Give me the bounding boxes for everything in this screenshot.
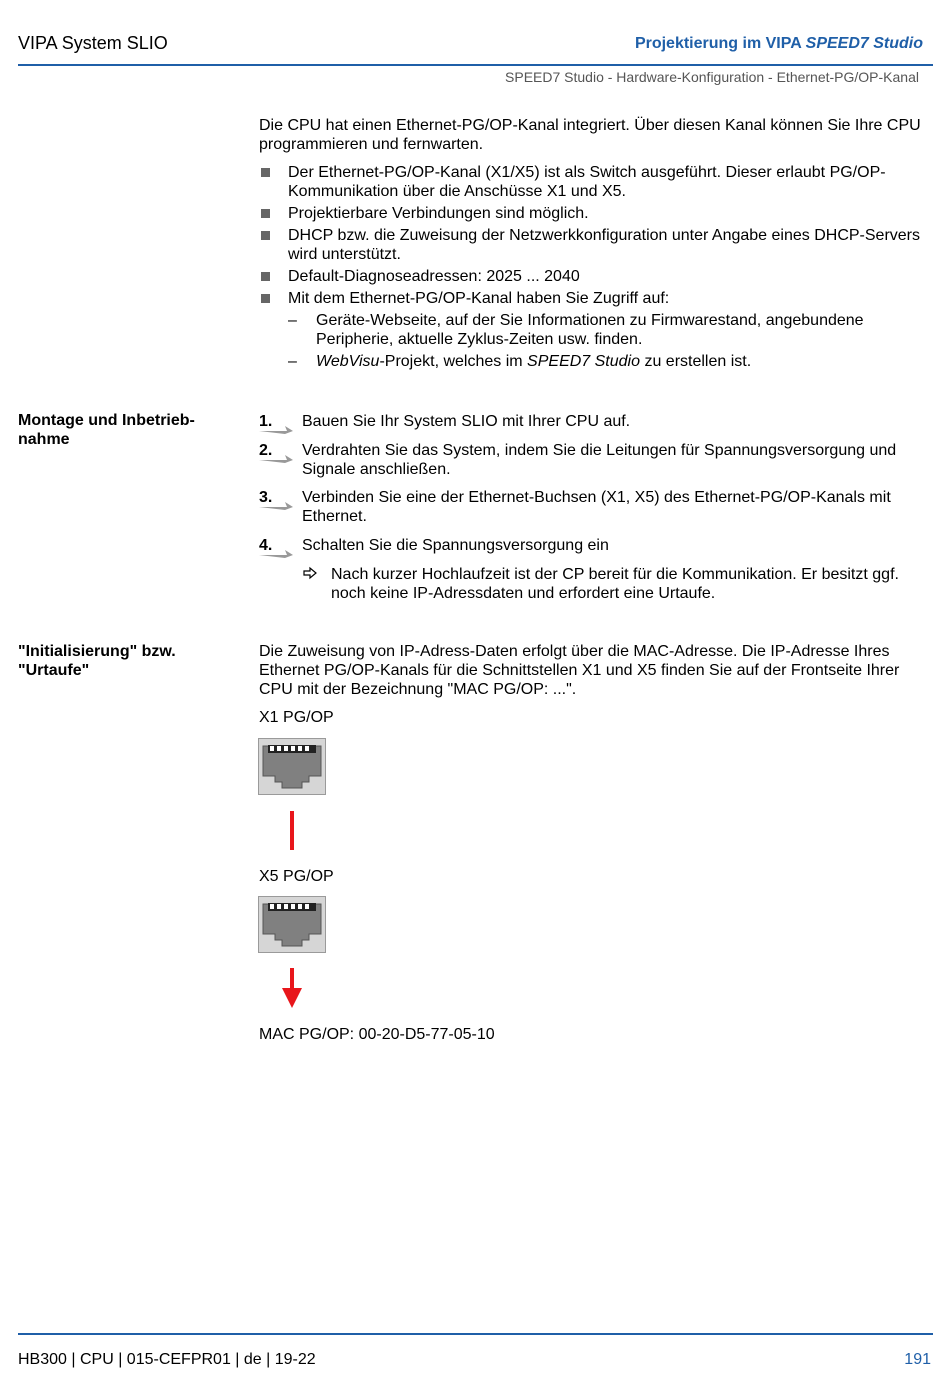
port-x1-label: X1 PG/OP xyxy=(259,709,334,726)
bullet-square-icon xyxy=(261,209,270,218)
step-number: 3. xyxy=(259,489,273,506)
sub-bullet-text: -Projekt, welches im xyxy=(379,353,528,370)
header-chapter-title xyxy=(635,35,923,53)
header-chapter-prefix: Projektierung im VIPA xyxy=(634,35,806,52)
step-item xyxy=(259,412,929,431)
section-label-montage xyxy=(18,411,238,449)
step-arrow-icon xyxy=(259,548,293,558)
footer-divider xyxy=(18,1333,933,1335)
step-result xyxy=(303,565,929,603)
step-text: Verdrahten Sie das System, indem Sie die Leitungen für Spannungsversorgung und Signale anschließen. xyxy=(302,442,897,478)
step-number: 1. xyxy=(259,413,273,430)
header-document-title: VIPA System SLIO xyxy=(18,33,168,53)
red-arrow-down-icon xyxy=(281,968,303,1010)
bullet-square-icon xyxy=(261,272,270,281)
step-text: Bauen Sie Ihr System SLIO mit Ihrer CPU auf. xyxy=(302,413,631,430)
webvisu-term: WebVisu xyxy=(316,353,380,370)
section-label-line: "Initialisierung" bzw. xyxy=(18,643,176,660)
bullet-square-icon xyxy=(261,168,270,177)
bullet-text: Default-Diagnoseadressen: 2025 ... 2040 xyxy=(288,268,580,285)
intro-paragraph: Die CPU hat einen Ethernet-PG/OP-Kanal integriert. Über diesen Kanal können Sie Ihre CPU programmieren und fernwarten. xyxy=(259,117,921,153)
speed7-term: SPEED7 Studio xyxy=(527,353,640,370)
footer-document-id: HB300 | CPU | 015-CEFPR01 | de | 19-22 xyxy=(18,1351,316,1368)
step-item xyxy=(259,441,929,479)
step-text: Schalten Sie die Spannungsversorgung ein xyxy=(302,537,609,554)
ethernet-port-x1-icon xyxy=(258,738,326,795)
sub-bullet-text: Geräte-Webseite, auf der Sie Informationen zu Firmwarestand, angebundene Peripherie, aktuelle Zyklus-Zeiten usw. finden. xyxy=(316,312,864,348)
dash-mark: – xyxy=(288,353,297,370)
bullet-text: Mit dem Ethernet-PG/OP-Kanal haben Sie Zugriff auf: xyxy=(288,290,670,307)
step-item xyxy=(259,536,929,555)
bullet-text: Projektierbare Verbindungen sind möglich. xyxy=(288,205,589,222)
port-x5-label: X5 PG/OP xyxy=(259,868,334,885)
ethernet-port-x5-icon xyxy=(258,896,326,953)
section-label-line: nahme xyxy=(18,431,70,448)
step-arrow-icon xyxy=(259,424,293,434)
bullet-item xyxy=(259,267,929,286)
header-chapter-italic: SPEED7 Studio xyxy=(805,35,923,52)
result-arrow-icon xyxy=(303,566,317,580)
mac-address-label: MAC PG/OP: 00-20-D5-77-05-10 xyxy=(259,1026,495,1043)
connection-line xyxy=(287,811,297,851)
section-label-line: Montage und Inbetrieb- xyxy=(18,412,195,429)
result-text: Nach kurzer Hochlaufzeit ist der CP bereit für die Kommunikation. Er besitzt ggf. noch keine IP-Adressdaten und erfordert eine Urtaufe. xyxy=(331,566,899,602)
step-number: 4. xyxy=(259,537,273,554)
bullet-item xyxy=(259,204,929,223)
step-arrow-icon xyxy=(259,500,293,510)
header-section-subtitle: SPEED7 Studio - Hardware-Konfiguration - Ethernet-PG/OP-Kanal xyxy=(505,69,919,85)
page-number: 191 xyxy=(904,1351,931,1368)
sub-bullet-item xyxy=(288,311,928,349)
section-label-urtaufe xyxy=(18,642,238,680)
step-number: 2. xyxy=(259,442,273,459)
bullet-item xyxy=(259,163,929,201)
step-text: Verbinden Sie eine der Ethernet-Buchsen (X1, X5) des Ethernet-PG/OP-Kanals mit Ethernet. xyxy=(302,489,891,525)
sub-bullet-item xyxy=(288,352,928,371)
urtaufe-paragraph: Die Zuweisung von IP-Adress-Daten erfolgt über die MAC-Adresse. Die IP-Adresse Ihres Ethernet PG/OP-Kanals für die Schnittstellen X1 und X5 finden Sie auf der Frontseite Ihrer CPU mit der Bezeichnung "MAC PG/OP: ...". xyxy=(259,643,900,698)
bullet-square-icon xyxy=(261,231,270,240)
bullet-item xyxy=(259,289,929,308)
bullet-text: DHCP bzw. die Zuweisung der Netzwerkkonfiguration unter Angabe eines DHCP-Servers wird unterstützt. xyxy=(288,227,921,263)
bullet-square-icon xyxy=(261,294,270,303)
bullet-text: Der Ethernet-PG/OP-Kanal (X1/X5) ist als Switch ausgeführt. Dieser erlaubt PG/OP-Kommunikation über die Anschüsse X1 und X5. xyxy=(288,164,886,200)
header-divider xyxy=(18,64,933,66)
section-label-line: "Urtaufe" xyxy=(18,662,90,679)
sub-bullet-text: zu erstellen ist. xyxy=(640,353,752,370)
step-arrow-icon xyxy=(259,453,293,463)
dash-mark: – xyxy=(288,312,297,329)
step-item xyxy=(259,488,929,526)
bullet-item xyxy=(259,226,929,264)
